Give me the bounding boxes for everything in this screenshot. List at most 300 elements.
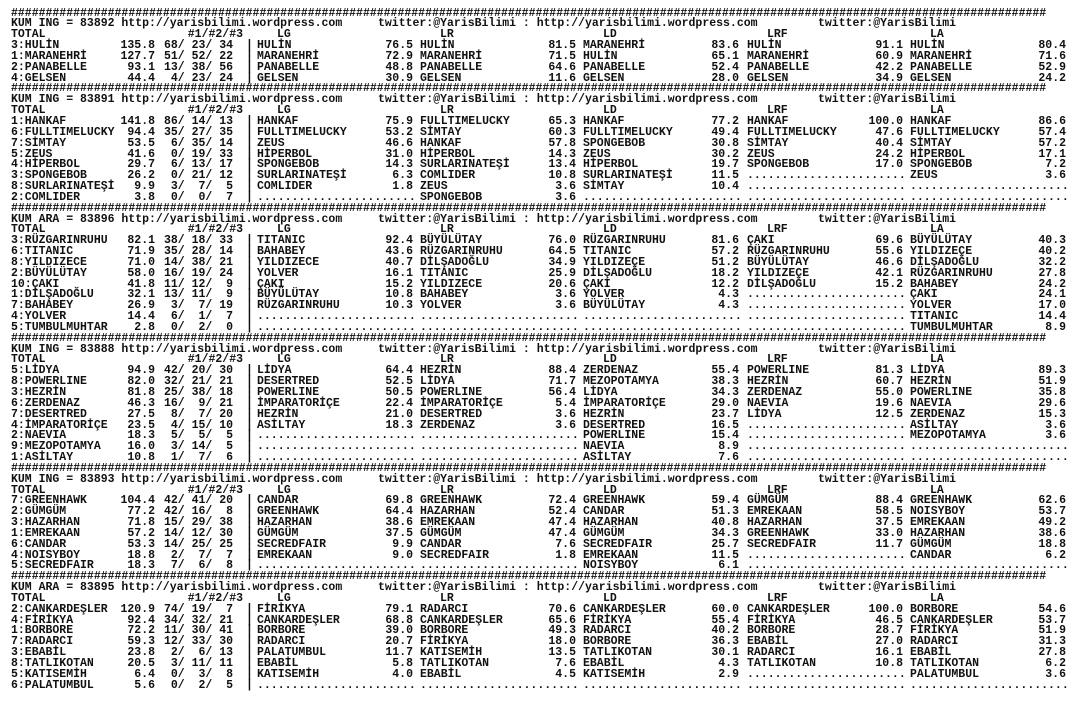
pane-ld-value: 23.7: [711, 407, 739, 421]
pane-lr-value: 18.0: [548, 635, 576, 649]
total-label: TOTAL: [11, 353, 46, 367]
pane-lg-name: COMLIDER: [257, 180, 313, 194]
split-label: #1/#2/#3: [187, 353, 243, 367]
pane-ld-value: 55.4: [711, 364, 739, 378]
pane-label-lrf: LRF: [767, 104, 788, 118]
pane-label-lr: LR: [440, 591, 454, 605]
competitor-name: 2:BÜYÜLÜTAY: [11, 266, 87, 280]
pane-la-value: 57.4: [1038, 125, 1066, 139]
column-bar: |: [246, 451, 253, 465]
placings-split: 86/ 14/ 13: [163, 115, 233, 128]
pane-label-lrf: LRF: [767, 28, 788, 42]
total-score: 94.4: [127, 125, 155, 139]
pane-lr-name: BORBORE: [420, 624, 469, 638]
competitor-name: 1:BORBORE: [11, 624, 74, 638]
total-score: 18.3: [127, 559, 155, 573]
pane-lg-name: BAHABEY: [257, 245, 306, 259]
pane-la-name: CANDAR: [910, 548, 952, 562]
competitor-name: 6:FULLTIMELUCKY: [11, 125, 115, 139]
site-url: http://yarisbilimi.wordpress.com: [536, 212, 758, 226]
placings-split: 3/ 7/ 19: [163, 299, 233, 313]
pane-lr-name: CANKARDEŞLER: [420, 613, 503, 627]
pane-la-value: 3.6: [1045, 429, 1066, 443]
pane-lr-value: 11.6: [548, 71, 576, 85]
pane-ld-value: 30.2: [711, 147, 739, 161]
pane-lr-empty: .......................: [420, 440, 579, 454]
pane-label-ld: LD: [603, 104, 617, 118]
pane-ld-name: RADARCI: [583, 624, 632, 638]
pane-lrf-name: MARANEHRİ: [747, 49, 810, 63]
pane-lg-name: FULLTIMELUCKY: [257, 125, 347, 139]
pane-ld-name: KATISEMİH: [583, 667, 646, 681]
pane-lrf-empty: .......................: [747, 429, 906, 443]
pane-ld-name: NOISYBOY: [583, 559, 639, 573]
column-bar: |: [246, 429, 253, 443]
pane-la-name: HULİN: [910, 39, 945, 53]
pane-lrf-empty: .......................: [747, 548, 906, 562]
pane-label-lr: LR: [440, 223, 454, 237]
pane-lg-name: CANKARDEŞLER: [257, 613, 340, 627]
pane-label-lrf: LRF: [767, 223, 788, 237]
pane-lrf-name: SİMTAY: [747, 136, 789, 150]
pane-ld-value: 7.6: [718, 451, 739, 465]
pane-lr-name: HAZARHAN: [420, 505, 476, 519]
pane-label-lg: LG: [277, 104, 291, 118]
pane-lrf-empty: .......................: [747, 320, 906, 334]
pane-ld-name: YOLVER: [583, 288, 625, 302]
pane-lg-value: 6.3: [392, 169, 413, 183]
pane-lr-empty: .......................: [420, 429, 579, 443]
pane-ld-value: 28.0: [711, 71, 739, 85]
column-bar: |: [246, 310, 253, 324]
site-url: http://yarisbilimi.wordpress.com: [536, 17, 758, 31]
placings-split: 51/ 52/ 22: [163, 49, 233, 63]
twitter-handle: twitter:@YarisBilimi: [378, 17, 517, 31]
competitor-name: 1:ASİLTAY: [11, 451, 74, 465]
pane-ld-value: 51.2: [711, 255, 739, 269]
pane-lg-value: 64.4: [385, 505, 413, 519]
hash-line: ######################################################################################################################################################: [11, 570, 1047, 584]
pane-lr-name: SECREDFAIR: [420, 548, 490, 562]
pane-lrf-value: 40.4: [875, 136, 903, 150]
total-label: TOTAL: [11, 483, 46, 497]
pane-lrf-empty: .......................: [747, 169, 906, 183]
pane-label-la: LA: [930, 104, 944, 118]
pane-lr-value: 13.5: [548, 646, 576, 660]
pane-lrf-name: PANABELLE: [747, 60, 810, 74]
pane-lrf-name: HULİN: [747, 39, 782, 53]
placings-split: 11/ 12/ 9: [163, 277, 233, 291]
pane-la-value: 51.9: [1038, 624, 1066, 638]
placings-split: 14/ 25/ 25: [163, 537, 233, 551]
placings-split: 0/ 2/ 5: [163, 678, 233, 692]
placings-split: 4/ 15/ 10: [163, 418, 233, 432]
pane-lr-value: 71.5: [548, 49, 576, 63]
pane-lg-empty: .......................: [257, 320, 416, 334]
pane-ld-value: 51.3: [711, 505, 739, 519]
pane-ld-name: SECREDFAIR: [583, 537, 653, 551]
pane-label-ld: LD: [603, 28, 617, 42]
pane-ld-value: 55.4: [711, 613, 739, 627]
column-bar: |: [246, 657, 253, 670]
column-bar: |: [246, 49, 253, 63]
placings-split: 42/ 20/ 30: [163, 364, 233, 378]
competitor-name: 8:TATLIKOTAN: [11, 657, 94, 670]
pane-lrf-empty: .......................: [747, 667, 906, 681]
pane-label-lg: LG: [277, 483, 291, 497]
total-score: 29.7: [127, 158, 155, 172]
column-bar: |: [246, 548, 253, 562]
column-bar: |: [246, 537, 253, 551]
pane-lg-name: PANABELLE: [257, 60, 320, 74]
pane-lg-value: 50.5: [385, 386, 413, 399]
pane-lr-value: 60.3: [548, 125, 576, 139]
pane-ld-value: 2.9: [718, 667, 739, 681]
twitter-handle: twitter:@YarisBilimi: [378, 472, 517, 486]
column-bar: |: [246, 602, 253, 616]
pane-lg-value: 75.9: [385, 115, 413, 128]
pane-lrf-value: 58.5: [875, 505, 903, 519]
pane-lr-name: PANABELLE: [420, 60, 483, 74]
column-bar: |: [246, 494, 253, 508]
placings-split: 35/ 27/ 35: [163, 125, 233, 139]
placings-split: 3/ 14/ 5: [163, 440, 233, 454]
site-url: http://yarisbilimi.wordpress.com: [121, 472, 343, 486]
pane-lr-name: İMPARATORİÇE: [420, 396, 503, 410]
total-score: 32.1: [127, 288, 155, 302]
pane-ld-value: 40.8: [711, 516, 739, 530]
pane-ld-name: FİRİKYA: [583, 613, 632, 627]
pane-lrf-name: CANKARDEŞLER: [747, 602, 830, 616]
pane-la-value: 8.9: [1045, 320, 1066, 334]
column-bar: |: [246, 299, 253, 313]
pane-lrf-name: SPONGEBOB: [747, 158, 810, 172]
pane-lg-empty: .......................: [257, 310, 416, 324]
pane-lr-empty: .......................: [420, 678, 579, 692]
placings-split: 0/ 2/ 0: [163, 320, 233, 334]
column-bar: |: [246, 234, 253, 248]
pane-la-name: RÜZGARINRUHU: [910, 266, 993, 280]
total-label: TOTAL: [11, 223, 46, 237]
pane-ld-value: 4.3: [718, 299, 739, 313]
twitter-handle: twitter:@YarisBilimi: [378, 581, 517, 595]
pane-lrf-value: 81.3: [875, 364, 903, 378]
pane-lr-name: SPONGEBOB: [420, 190, 483, 204]
total-score: 120.9: [120, 602, 155, 616]
competitor-name: 3:HULİN: [11, 39, 60, 53]
pane-lr-name: RÜZGARINRUHU: [420, 245, 503, 259]
split-label: #1/#2/#3: [187, 591, 243, 605]
competitor-name: 5:KATISEMİH: [11, 667, 87, 681]
pane-la-name: TATLIKOTAN: [910, 657, 980, 670]
block-title: KUM ING = 83893: [11, 472, 115, 486]
pane-la-value: 40.3: [1038, 234, 1066, 248]
pane-lg-empty: .......................: [257, 678, 416, 692]
competitor-name: 5:ZEUS: [11, 147, 53, 161]
competitor-name: 1:EMREKAAN: [11, 526, 81, 540]
column-bar: |: [246, 678, 253, 692]
pane-la-empty: .......................: [910, 451, 1069, 465]
pane-lg-value: 69.8: [385, 494, 413, 508]
total-score: 16.0: [127, 440, 155, 454]
pane-ld-value: 8.9: [718, 440, 739, 454]
site-url: http://yarisbilimi.wordpress.com: [536, 342, 758, 356]
pane-la-name: BAHABEY: [910, 277, 959, 291]
competitor-name: 2:PANABELLE: [11, 60, 87, 74]
pane-ld-name: LİDYA: [583, 386, 618, 399]
pane-la-name: MEZOPOTAMYA: [910, 429, 986, 443]
pane-la-value: 53.7: [1038, 613, 1066, 627]
pane-lr-value: 76.0: [548, 234, 576, 248]
twitter-handle: twitter:@YarisBilimi: [378, 212, 517, 226]
pane-label-lrf: LRF: [767, 483, 788, 497]
pane-lg-name: HEZRİN: [257, 407, 299, 421]
pane-lr-name: ZERDENAZ: [420, 418, 476, 432]
column-bar: |: [246, 505, 253, 519]
pane-lg-name: HİPERBOL: [257, 147, 313, 161]
pane-la-name: FİRİKYA: [910, 624, 959, 638]
pane-ld-name: MEZOPOTAMYA: [583, 375, 659, 389]
placings-split: 16/ 9/ 21: [163, 396, 233, 410]
pane-ld-value: 30.1: [711, 646, 739, 660]
pane-la-name: HİPERBOL: [910, 147, 966, 161]
block-title: KUM ARA = 83895: [11, 581, 115, 595]
pane-ld-value: 18.2: [711, 266, 739, 280]
column-bar: |: [246, 158, 253, 172]
pane-lrf-value: 69.6: [875, 234, 903, 248]
placings-split: 34/ 32/ 21: [163, 613, 233, 627]
pane-lr-value: 70.6: [548, 602, 576, 616]
pane-lr-name: COMLIDER: [420, 169, 476, 183]
split-label: #1/#2/#3: [187, 483, 243, 497]
pane-lr-value: 64.6: [548, 60, 576, 74]
column-bar: |: [246, 245, 253, 259]
pane-lrf-name: GELSEN: [747, 71, 789, 85]
pane-lrf-name: RADARCI: [747, 646, 796, 660]
pane-lr-empty: .......................: [420, 559, 579, 573]
pane-lg-name: FİRİKYA: [257, 602, 306, 616]
placings-split: 14/ 38/ 21: [163, 255, 233, 269]
competitor-name: 7:RADARCI: [11, 635, 74, 649]
pane-lrf-value: 15.2: [875, 277, 903, 291]
pane-label-lr: LR: [440, 28, 454, 42]
pane-lg-value: 15.2: [385, 277, 413, 291]
pane-ld-name: POWERLINE: [583, 429, 646, 443]
pane-ld-value: 34.3: [711, 526, 739, 540]
pane-la-value: 24.1: [1038, 288, 1066, 302]
pane-lrf-value: 11.7: [875, 537, 903, 551]
pane-lg-value: 64.4: [385, 364, 413, 378]
pane-lrf-name: LİDYA: [747, 407, 782, 421]
pane-lg-value: 48.8: [385, 60, 413, 74]
competitor-name: 6:ZERDENAZ: [11, 396, 81, 410]
total-score: 135.8: [120, 39, 155, 53]
pane-ld-name: GREENHAWK: [583, 494, 646, 508]
pane-lg-name: BORBORE: [257, 624, 306, 638]
pane-lg-value: 46.6: [385, 136, 413, 150]
pane-la-name: EMREKAAN: [910, 516, 966, 530]
pane-ld-value: 12.2: [711, 277, 739, 291]
column-bar: |: [246, 526, 253, 540]
pane-ld-value: 81.6: [711, 234, 739, 248]
pane-la-value: 29.6: [1038, 396, 1066, 410]
pane-ld-value: 34.3: [711, 386, 739, 399]
pane-lrf-name: ZEUS: [747, 147, 775, 161]
pane-la-value: 3.6: [1045, 667, 1066, 681]
pane-lr-name: TATLIKOTAN: [420, 657, 490, 670]
site-url: http://yarisbilimi.wordpress.com: [121, 581, 343, 595]
pane-la-value: 18.8: [1038, 537, 1066, 551]
pane-lrf-value: 55.6: [875, 245, 903, 259]
pane-lr-name: LİDYA: [420, 375, 455, 389]
pane-lr-name: HANKAF: [420, 136, 462, 150]
pane-la-name: ASİLTAY: [910, 418, 959, 432]
pane-lr-name: RADARCI: [420, 602, 469, 616]
pane-lrf-value: 100.0: [868, 115, 903, 128]
pane-la-value: 53.7: [1038, 505, 1066, 519]
pane-lg-empty: .......................: [257, 440, 416, 454]
total-score: 77.2: [127, 505, 155, 519]
pane-label-la: LA: [930, 223, 944, 237]
total-score: 14.4: [127, 310, 155, 324]
competitor-name: 4:YOLVER: [11, 310, 67, 324]
pane-label-lrf: LRF: [767, 591, 788, 605]
pane-lg-name: EBABİL: [257, 657, 299, 670]
pane-lrf-value: 60.7: [875, 375, 903, 389]
total-score: 18.3: [127, 429, 155, 443]
placings-split: 4/ 23/ 24: [163, 71, 233, 85]
twitter-handle: twitter:@YarisBilimi: [818, 17, 957, 31]
placings-split: 12/ 33/ 30: [163, 635, 233, 649]
total-score: 18.8: [127, 548, 155, 562]
pane-lrf-value: 33.0: [875, 526, 903, 540]
column-bar: |: [246, 288, 253, 302]
pane-lg-value: 76.5: [385, 39, 413, 53]
pane-label-lr: LR: [440, 353, 454, 367]
pane-ld-name: HANKAF: [583, 115, 625, 128]
total-score: 23.5: [127, 418, 155, 432]
pane-lr-name: HULİN: [420, 39, 455, 53]
pane-ld-name: TITANIC: [583, 245, 632, 259]
pane-ld-value: 25.7: [711, 537, 739, 551]
competitor-name: 9:MEZOPOTAMYA: [11, 440, 101, 454]
pane-lrf-value: 42.2: [875, 60, 903, 74]
total-score: 127.7: [120, 49, 155, 63]
pane-lr-value: 20.6: [548, 277, 576, 291]
pane-lg-name: GELSEN: [257, 71, 299, 85]
pane-lg-name: SECREDFAIR: [257, 537, 327, 551]
pane-la-value: 27.8: [1038, 266, 1066, 280]
pane-la-empty: .......................: [910, 180, 1069, 194]
column-bar: |: [246, 190, 253, 204]
pane-lr-name: FİRİKYA: [420, 635, 469, 649]
pane-label-la: LA: [930, 483, 944, 497]
total-score: 71.9: [127, 245, 155, 259]
pane-lg-name: HANKAF: [257, 115, 299, 128]
placings-split: 6/ 1/ 7: [163, 310, 233, 324]
pane-ld-value: 4.3: [718, 657, 739, 670]
pane-lg-name: İMPARATORİÇE: [257, 396, 340, 410]
pane-ld-value: 38.3: [711, 375, 739, 389]
pane-lg-name: CANDAR: [257, 494, 299, 508]
competitor-name: 8:POWERLINE: [11, 375, 87, 389]
pane-lr-name: GÜMGÜM: [420, 526, 462, 540]
total-score: 53.5: [127, 136, 155, 150]
competitor-name: 8:YILDIZECE: [11, 255, 87, 269]
separator-colon: :: [522, 17, 530, 31]
column-bar: |: [246, 646, 253, 660]
twitter-handle: twitter:@YarisBilimi: [818, 581, 957, 595]
pane-ld-value: 60.0: [711, 602, 739, 616]
pane-lg-name: ASİLTAY: [257, 418, 306, 432]
pane-ld-value: 57.2: [711, 245, 739, 259]
pane-lr-value: 34.9: [548, 255, 576, 269]
pane-lg-name: ÇAKI: [257, 277, 285, 291]
competitor-name: 7:SİMTAY: [11, 136, 67, 150]
pane-ld-name: ÇAKI: [583, 277, 611, 291]
competitor-name: 3:EBABİL: [11, 646, 67, 660]
pane-lr-value: 65.3: [548, 115, 576, 128]
pane-ld-name: SİMTAY: [583, 180, 625, 194]
column-bar: |: [246, 624, 253, 638]
pane-la-name: YOLVER: [910, 299, 952, 313]
pane-lr-value: 7.6: [555, 537, 576, 551]
total-score: 141.8: [120, 115, 155, 128]
pane-la-name: CANKARDEŞLER: [910, 613, 993, 627]
competitor-name: 4:HİPERBOL: [11, 158, 81, 172]
competitor-name: 2:GÜMGÜM: [11, 505, 67, 519]
pane-ld-name: GELSEN: [583, 71, 625, 85]
split-label: #1/#2/#3: [187, 104, 243, 118]
pane-la-value: 40.2: [1038, 245, 1066, 259]
pane-lr-value: 13.4: [548, 158, 576, 172]
total-score: 82.0: [127, 375, 155, 389]
placings-split: 0/ 21/ 12: [163, 169, 233, 183]
pane-lr-name: ZEUS: [420, 180, 448, 194]
pane-lrf-value: 60.9: [875, 49, 903, 63]
total-score: 57.2: [127, 526, 155, 540]
site-url: http://yarisbilimi.wordpress.com: [536, 472, 758, 486]
pane-lr-name: CANDAR: [420, 537, 462, 551]
hash-line: ######################################################################################################################################################: [11, 331, 1047, 345]
pane-ld-name: FULLTIMELUCKY: [583, 125, 673, 139]
separator-colon: :: [522, 93, 530, 107]
pane-la-value: 7.2: [1045, 158, 1066, 172]
pane-lg-value: 21.0: [385, 407, 413, 421]
pane-lg-value: 30.9: [385, 71, 413, 85]
pane-lr-name: HİPERBOL: [420, 147, 476, 161]
pane-label-la: LA: [930, 28, 944, 42]
pane-la-name: ZEUS: [910, 169, 938, 183]
pane-lr-name: SURLARINATEŞİ: [420, 158, 510, 172]
pane-la-value: 15.3: [1038, 407, 1066, 421]
pane-ld-name: SURLARINATEŞİ: [583, 169, 673, 183]
placings-split: 42/ 16/ 8: [163, 505, 233, 519]
pane-lr-name: KATISEMİH: [420, 646, 483, 660]
pane-lrf-name: ÇAKI: [747, 234, 775, 248]
column-bar: |: [246, 71, 253, 85]
pane-lr-value: 7.6: [555, 657, 576, 670]
pane-lrf-value: 16.1: [875, 646, 903, 660]
total-score: 82.1: [127, 234, 155, 248]
pane-label-lrf: LRF: [767, 353, 788, 367]
pane-la-value: 71.6: [1038, 49, 1066, 63]
total-score: 2.8: [134, 320, 155, 334]
pane-la-value: 17.1: [1038, 147, 1066, 161]
column-bar: |: [246, 559, 253, 573]
site-url: http://yarisbilimi.wordpress.com: [121, 17, 343, 31]
pane-lg-value: 22.4: [385, 396, 413, 410]
